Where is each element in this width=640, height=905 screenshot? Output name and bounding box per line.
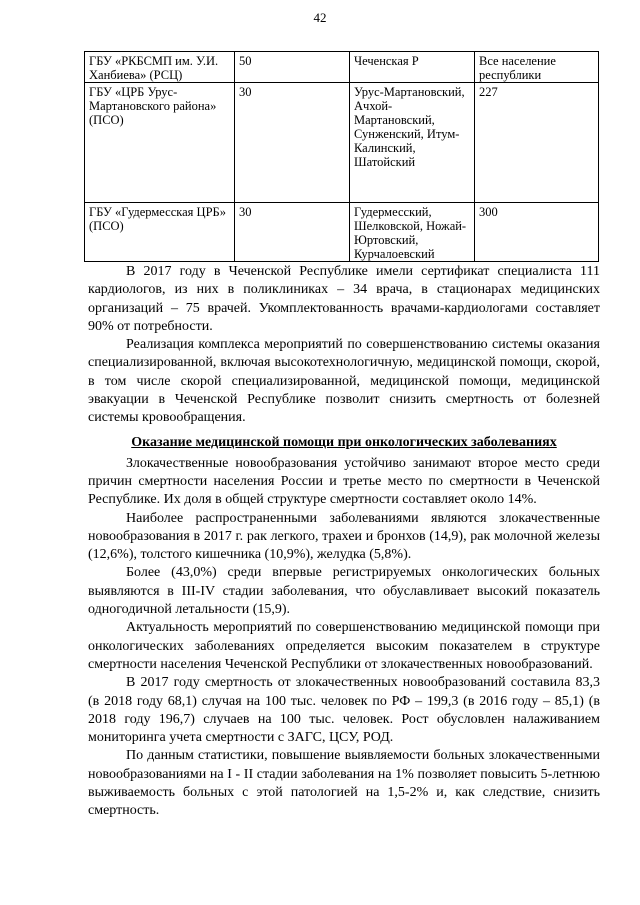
table-row (85, 203, 599, 262)
paragraph: В 2017 году смертность от злокачественных новообразований составила 83,3 (в 2018 году 68,1) случая на 100 тыс. человек по РФ – 199,3 (в 2016 году – 85,1) (в 2018 году 196,7) случаев на 100 тыс. человек. Рост обусловлен налаживанием мониторинга учета смертности с ЗАГС, ЦСУ, РОД. (88, 675, 600, 746)
body-text (88, 263, 600, 821)
paragraph: В 2017 году в Чеченской Республике имели сертификат специалиста 111 кардиологов, из них в поликлиниках – 34 врача, в стационарах медицинских организаций – 75 врачей. Укомплектованность врачами-кардиологами составляет 90% от потребности. (88, 264, 600, 334)
table-cell-population: 227 (475, 83, 599, 203)
table-cell-institution: ГБУ «РКБСМП им. У.И. Ханбиева» (РСЦ) (85, 52, 235, 83)
paragraph: По данным статистики, повышение выявляемости больных злокачественными новообразованиями на I - II стадии заболевания на 1% позволяет повысить 5-летнюю выживаемость больных с этой патологией на 1,5-2% и, как следствие, снизить смертность. (88, 748, 600, 819)
paragraph: Реализация комплекса мероприятий по совершенствованию системы оказания специализированной, включая высокотехнологичную, медицинской помощи, скорой, в том числе скорой специализированной, медицинской помощи, медицинской эвакуации в Чеченской Республике позволит снизить смертность от болезней системы кровообращения. (88, 337, 600, 426)
table-cell-districts: Урус-Мартановский, Ачхой-Мартановский, Сунженский, Итум-Калинский, Шатойский (350, 83, 475, 203)
table-row (85, 52, 599, 83)
table-cell-districts: Чеченская Р (350, 52, 475, 83)
table-cell-beds: 30 (235, 203, 350, 262)
paragraph: Актуальность мероприятий по совершенствованию медицинской помощи при онкологических заболеваниях определяется высоким показателем в структуре смертности населения Чеченской Республики от злокачественных новообразований. (88, 620, 600, 672)
table-cell-population: Все население республики (475, 52, 599, 83)
table-cell-institution: ГБУ «Гудермесская ЦРБ» (ПСО) (85, 203, 235, 262)
page-number: 42 (313, 10, 327, 25)
table-cell-beds: 50 (235, 52, 350, 83)
table-cell-beds: 30 (235, 83, 350, 203)
table-cell-districts: Гудермесский, Шелковской, Ножай-Юртовский, Курчалоевский (350, 203, 475, 262)
paragraph: Злокачественные новообразования устойчиво занимают второе место среди причин смертности населения России и третье место по смертности в Чеченской Республике. Их доля в общей структуре смертности составляет около 14%. (88, 455, 600, 508)
hospital-table (84, 51, 599, 262)
section-heading: Оказание медицинской помощи при онкологических заболеваниях (131, 434, 557, 450)
paragraph: Наиболее распространенными заболеваниями являются злокачественные новообразования в 2017 г. рак легкого, трахеи и бронхов (14,9), рак молочной железы (12,6%), толстого кишечника (10,9%), желудка (5,8%). (88, 510, 600, 563)
table-cell-population: 300 (475, 203, 599, 262)
table-row (85, 83, 599, 203)
table-cell-institution: ГБУ «ЦРБ Урус-Мартановского района» (ПСО) (85, 83, 235, 203)
paragraph: Более (43,0%) среди впервые регистрируемых онкологических больных выявляются в III-IV стадии заболевания, что обуславливает высокий показатель одногодичной летальности (15,9). (88, 565, 600, 618)
